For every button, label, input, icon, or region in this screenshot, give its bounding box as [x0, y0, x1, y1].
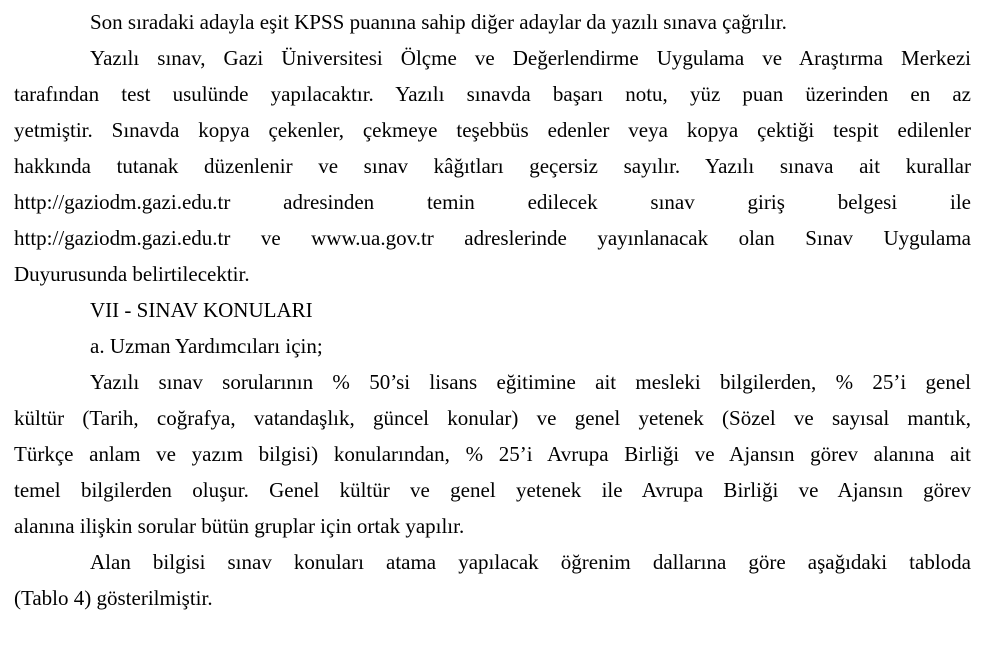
paragraph-field-topics: [14, 544, 971, 616]
text-line: (Tablo 4) gösterilmiştir.: [14, 586, 213, 610]
text-line: tarafından test usulünde yapılacaktır. Yazılı sınavda başarı notu, yüz puan üzerinden en az: [14, 82, 971, 106]
text-line: kültür (Tarih, coğrafya, vatandaşlık, güncel konular) ve genel yetenek (Sözel ve sayısal mantık,: [14, 406, 971, 430]
text-line: Türkçe anlam ve yazım bilgisi) konularından, % 25’i Avrupa Birliği ve Ajansın görev alanına ait: [14, 442, 971, 466]
text-line: http://gaziodm.gazi.edu.tr adresinden temin edilecek sınav giriş belgesi ile: [14, 190, 971, 214]
text-line: Duyurusunda belirtilecektir.: [14, 262, 250, 286]
text-line: Yazılı sınav sorularının % 50’si lisans eğitimine ait mesleki bilgilerden, % 25’i genel: [90, 370, 971, 394]
text-line: Alan bilgisi sınav konuları atama yapılacak öğrenim dallarına göre aşağıdaki tabloda: [90, 550, 971, 574]
text-line: yetmiştir. Sınavda kopya çekenler, çekmeye teşebbüs edenler veya kopya çektiği tespit edilenler: [14, 118, 971, 142]
paragraph-written-exam: [14, 40, 971, 292]
text-line: temel bilgilerden oluşur. Genel kültür ve genel yetenek ile Avrupa Birliği ve Ajansın görev: [14, 478, 971, 502]
text-line: hakkında tutanak düzenlenir ve sınav kâğıtları geçersiz sayılır. Yazılı sınava ait kurallar: [14, 154, 971, 178]
paragraph-exam-topics: [14, 364, 971, 544]
text-line: alanına ilişkin sorular bütün gruplar için ortak yapılır.: [14, 514, 465, 538]
text-line: Yazılı sınav, Gazi Üniversitesi Ölçme ve Değerlendirme Uygulama ve Araştırma Merkezi: [90, 46, 971, 70]
subsection-heading: a. Uzman Yardımcıları için;: [90, 334, 323, 358]
section-heading: VII - SINAV KONULARI: [90, 298, 313, 322]
text-line: Son sıradaki adayla eşit KPSS puanına sahip diğer adaylar da yazılı sınava çağrılır.: [90, 10, 787, 34]
paragraph-kpss-tie: [14, 4, 971, 40]
text-line: http://gaziodm.gazi.edu.tr ve www.ua.gov.tr adreslerinde yayınlanacak olan Sınav Uygulama: [14, 226, 971, 250]
